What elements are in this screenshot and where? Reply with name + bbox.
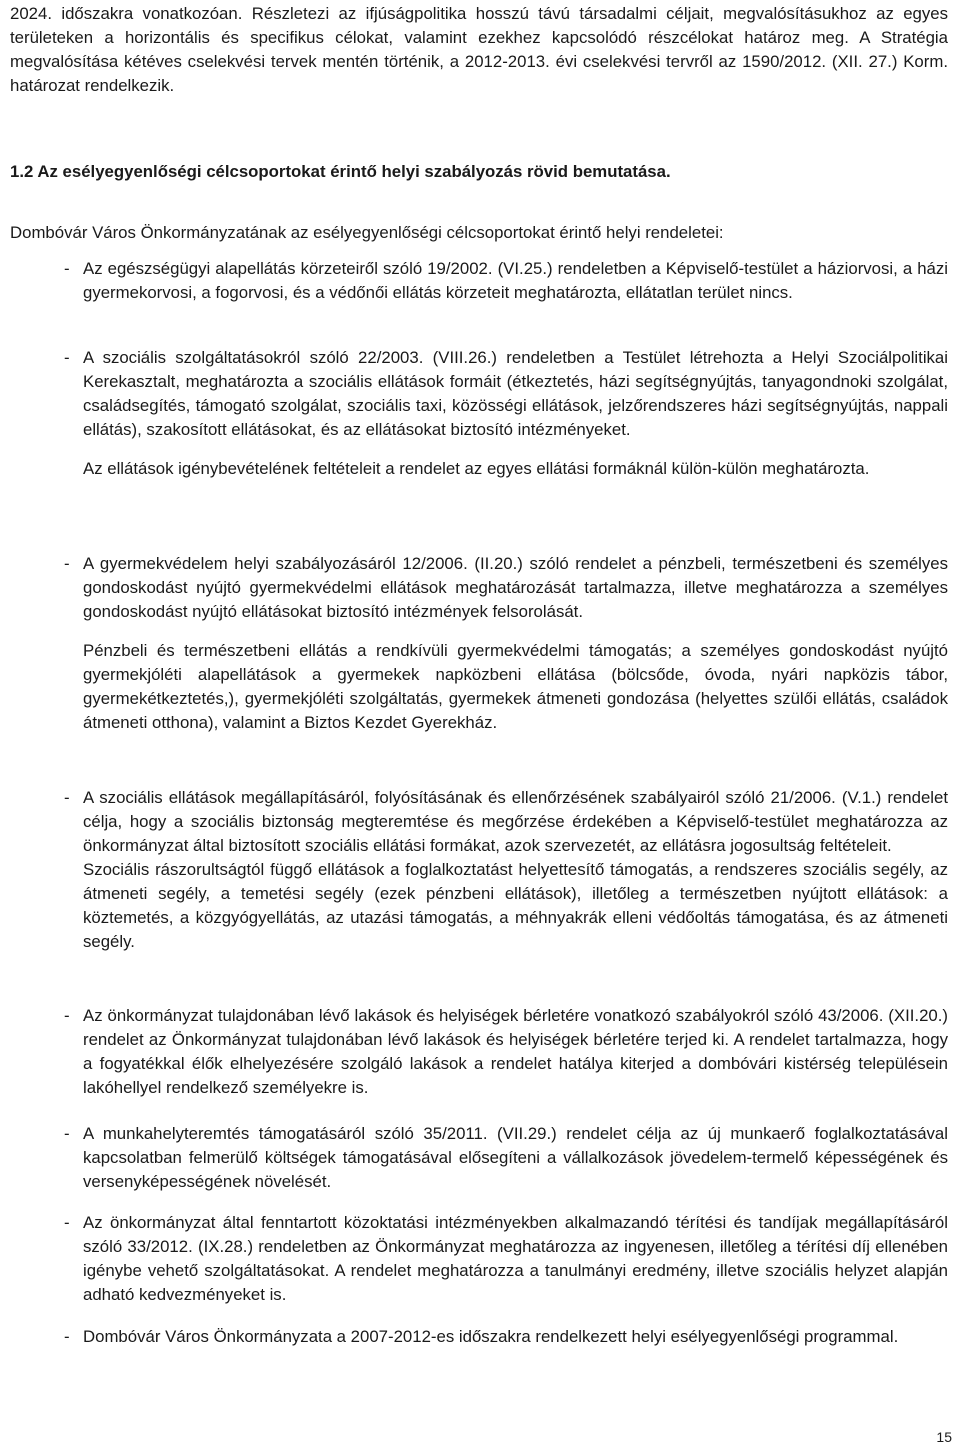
list-item	[10, 346, 948, 481]
section-heading: 1.2 Az esélyegyenlőségi célcsoportokat érintő helyi szabályozás rövid bemutatása.	[10, 162, 671, 181]
page-number: 15	[936, 1429, 952, 1445]
list-item	[10, 1325, 948, 1349]
list-bullet: -	[64, 788, 70, 807]
list-item-text: A szociális ellátások megállapításáról, folyósításának és ellenőrzésének szabályairól szóló 21/2006. (V.1.) rendelet célja, hogy a szociális biztonság megteremtése és megőrzése érdekében a Képviselő-testület meghatározza az önkormányzat által biztosított szociális ellátási formákat, azok szervezetét, az ellátásra jogosultság feltételeit.	[83, 788, 948, 855]
list-item-extra: Pénzbeli és természetbeni ellátás a rendkívüli gyermekvédelmi támogatás; a személyes gondoskodást nyújtó gyermekjóléti alapellátások a gyermekek napközbeni ellátása (bölcsőde, óvoda, nyári napközis tábor, gyermekétkeztetés,), gyermekjóléti szolgáltatás, gyermekek átmeneti gondozása (helyettes szülői ellátás, családok átmeneti otthona), valamint a Biztos Kezdet Gyerekház.	[83, 641, 948, 732]
list-item-text: Az egészségügyi alapellátás körzeteiről szóló 19/2002. (VI.25.) rendeletben a Képviselő-testület a háziorvosi, a házi gyermekorvosi, a fogorvosi, és a védőnői ellátás körzeteit meghatározta, ellátatlan terület nincs.	[83, 259, 948, 302]
list-item-extra: Az ellátások igénybevételének feltételeit a rendelet az egyes ellátási formáknál külön-külön meghatározta.	[83, 459, 870, 478]
list-bullet: -	[64, 348, 70, 367]
list-bullet: -	[64, 1327, 70, 1346]
list-item	[10, 1211, 948, 1307]
list-bullet: -	[64, 1124, 70, 1143]
list-item-extra: Szociális rászorultságtól függő ellátások a foglalkoztatást helyettesítő támogatás, a rendszeres szociális segély, az átmeneti segély, a temetési segély (ezek pénzbeni ellátások), illetőleg a természetben nyújtott ellátások: a köztemetés, a közgyógyellátás, az utazási támogatás, a méhnyakrák elleni védőoltás támogatása, és az átmeneti segély.	[83, 860, 948, 951]
list-item-text: Az önkormányzat tulajdonában lévő lakások és helyiségek bérletére vonatkozó szabályokról szóló 43/2006. (XII.20.) rendelet az Önkormányzat tulajdonában lévő lakások és helyiségek bérletére terjed ki. A rendelet tartalmazza, hogy a fogyatékkal élők elhelyezésére szolgáló lakások a rendelet hatálya kiterjed a dombóvári kistérség településein lakóhellyel rendelkező személyekre is.	[83, 1006, 948, 1097]
list-item-text: A munkahelyteremtés támogatásáról szóló 35/2011. (VII.29.) rendelet célja az új munkaerő foglalkoztatásával kapcsolatban felmerülő költségek támogatásával elősegíteni a vállalkozások jövedelem-termelő képességének és versenyképességének növelését.	[83, 1124, 948, 1191]
list-item-text: A gyermekvédelem helyi szabályozásáról 12/2006. (II.20.) szóló rendelet a pénzbeli, természetbeni és személyes gondoskodást nyújtó gyermekvédelmi ellátások meghatározását tartalmazza, illetve meghatározza a személyes gondoskodást nyújtó ellátásokat biztosító intézmények felsorolását.	[83, 554, 948, 621]
list-item	[10, 552, 948, 735]
list-item	[10, 1004, 948, 1100]
list-bullet: -	[64, 1213, 70, 1232]
lead-sentence: Dombóvár Város Önkormányzatának az esélyegyenlőségi célcsoportokat érintő helyi rendeletei:	[10, 223, 724, 242]
intro-paragraph: 2024. időszakra vonatkozóan. Részletezi az ifjúságpolitika hosszú távú társadalmi céljait, megvalósításukhoz az egyes területeken a horizontális és specifikus célokat, valamint ezekhez kapcsolódó részcélokat határoz meg. A Stratégia megvalósítása kétéves cselekvési tervek mentén történik, a 2012-2013. évi cselekvési tervről az 1590/2012. (XII. 27.) Korm. határozat rendelkezik.	[10, 4, 948, 95]
list-item	[10, 1122, 948, 1194]
list-item-text: Az önkormányzat által fenntartott közoktatási intézményekben alkalmazandó térítési és tandíjak megállapításáról szóló 33/2012. (IX.28.) rendeletben az Önkormányzat meghatározza az ingyenesen, illetőleg a térítési díj ellenében igénybe vehető szolgáltatásokat. A rendelet meghatározza a tanulmányi eredmény, illetve szociális helyzet alapján adható kedvezményeket is.	[83, 1213, 948, 1304]
list-bullet: -	[64, 259, 70, 278]
list-item-text: Dombóvár Város Önkormányzata a 2007-2012-es időszakra rendelkezett helyi esélyegyenlőségi programmal.	[83, 1327, 899, 1346]
list-bullet: -	[64, 1006, 70, 1025]
list-item-text: A szociális szolgáltatásokról szóló 22/2003. (VIII.26.) rendeletben a Testület létrehozta a Helyi Szociálpolitikai Kerekasztalt, meghatározta a szociális ellátások formáit (étkeztetés, házi segítségnyújtás, tanyagondnoki szolgálat, családsegítés, támogató szolgálat, szociális taxi, közösségi ellátások, jelzőrendszeres házi segítségnyújtás, nappali ellátás), szakosított ellátásokat, és az ellátásokat biztosító intézményeket.	[83, 348, 948, 439]
list-bullet: -	[64, 554, 70, 573]
list-item	[10, 257, 948, 305]
list-item	[10, 786, 948, 954]
